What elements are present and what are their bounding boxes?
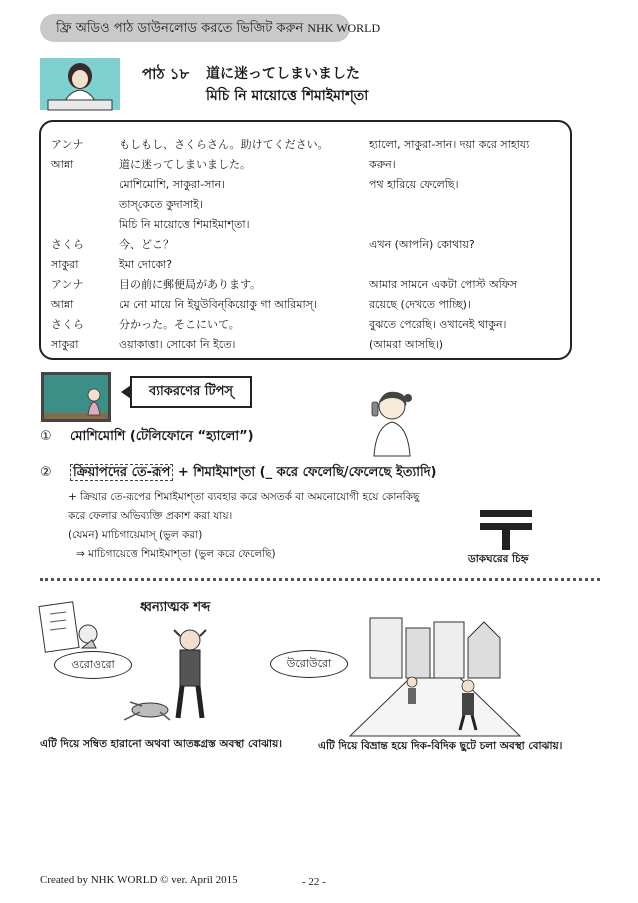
dialog-translation: রয়েছে (দেখতে পাচ্ছি)। (369, 298, 471, 311)
tip-text: + শিমাইমাশ্‌তা (_ করে ফেলেছি/ফেলেছে ইত্যাদি) (173, 465, 437, 480)
dialog-row (41, 156, 570, 174)
dialog-row (41, 296, 570, 314)
dialog-speaker: アンナ (51, 278, 84, 291)
tip-number: ② (40, 465, 52, 480)
te-form-highlight: ক্রিয়াপদের তে-রূপ (70, 464, 173, 481)
student-illustration (40, 58, 120, 110)
dialog-line: 目の前に郵便局があります。 (119, 278, 262, 291)
dialog-translation: বুঝতে পেরেছি। ওখানেই থাকুন। (369, 318, 507, 331)
dialog-box (39, 120, 572, 360)
grammar-tip-1 (40, 427, 254, 448)
dialog-speaker: আন্না (51, 158, 74, 171)
explanation-line: + ক্রিয়ার তে-রূপের শিমাইমাশ্‌তা ব্যবহার করে অসতর্ক বা অমনোযোগী হয়ে কোনকিছু (68, 491, 420, 503)
dialog-row (41, 236, 570, 254)
dialog-translation: আমার সামনে একটা পোস্ট অফিস (369, 278, 518, 291)
onomatopoeia-caption-2: এটি দিয়ে বিভ্রান্ত হয়ে দিক-বিদিক ছুটে চলা অবস্থা বোঝায়। (318, 740, 563, 752)
onomatopoeia-heading: ধ্বন্যাত্মক শব্দ (140, 600, 211, 615)
dialog-line: 道に迷ってしまいました。 (119, 158, 251, 171)
onomatopoeia-bubble-1: ওরোওরো (54, 651, 132, 679)
dialog-translation: করুন। (369, 158, 396, 171)
section-divider (40, 578, 600, 586)
footer-credit: Created by NHK WORLD © ver. April 2015 (40, 874, 238, 886)
dialog-translation: হ্যালো, সাকুরা-সান। দয়া করে সাহায্য (369, 138, 530, 151)
phone-girl-illustration (362, 388, 420, 456)
dialog-speaker: さくら (51, 318, 84, 331)
dialog-row (41, 256, 570, 274)
dialog-line: ওয়াকাত্তা। সোকো নি ইতে। (119, 338, 236, 351)
dialog-line: ইমা দোকো? (119, 258, 173, 271)
dialog-line: মোশিমোশি, সাকুরা-সান। (119, 178, 226, 191)
audio-download-banner[interactable] (40, 14, 381, 42)
dialog-translation: (আমরা আসছি।) (369, 338, 444, 351)
dialog-speaker: さくら (51, 238, 84, 251)
grammar-tips-label: ব্যাকরণের টিপস্‌ (130, 376, 252, 408)
dialog-translation: পথ হারিয়ে ফেলেছি। (369, 178, 459, 191)
dialog-row (41, 176, 570, 194)
onomatopoeia-caption-1: এটি দিয়ে সম্বিত হারানো অথবা আতঙ্কগ্রস্ত অবস্থা বোঝায়। (40, 738, 283, 750)
dialog-translation: এখন (আপনি) কোথায়? (369, 238, 475, 251)
dialog-row (41, 316, 570, 334)
dialog-speaker: アンナ (51, 138, 84, 151)
explanation-line: করে ফেলার অভিব্যক্তি প্রকাশ করা যায়। (68, 510, 233, 522)
dialog-line: মে নো মায়ে নি ইয়ুউবিন্‌কিয়োকু গা আরিমাস্‌। (119, 298, 317, 311)
dialog-line: তাস্‌কেতে কুদাসাই। (119, 198, 203, 211)
dialog-row (41, 336, 570, 354)
lesson-number: পাঠ ১৮ (142, 65, 190, 83)
banner-text: ফ্রি অডিও পাঠ ডাউনলোড করতে ভিজিট করুন (56, 21, 308, 36)
page-number: - 22 - (302, 876, 326, 888)
dialog-row (41, 136, 570, 154)
panicked-man-illustration (110, 612, 240, 734)
dialog-row (41, 196, 570, 214)
postal-mark-caption: ডাকঘরের চিহ্ন (468, 553, 529, 565)
dialog-row (41, 276, 570, 294)
lesson-title-japanese: 道に迷ってしまいました (206, 66, 360, 82)
explanation-line: ⇒ মাচিগায়েত্তে শিমাইমাশ্‌তা (ভুল করে ফেলেছি) (76, 548, 276, 560)
lesson-title-romanized: মিচি নি মায়োত্তে শিমাইমাশ্‌তা (206, 88, 369, 104)
grammar-tip-2 (40, 463, 437, 484)
dialog-line: 今、どこ？ (119, 238, 174, 251)
onomatopoeia-bubble-2: উরোউরো (270, 650, 348, 678)
dialog-row (41, 216, 570, 234)
dialog-speaker: সাকুরা (51, 258, 79, 271)
explanation-line: (যেমন) মাচিগায়েমাস্‌ (ভুল করা) (68, 529, 203, 541)
dialog-line: もしもし、さくらさん。助けてください。 (119, 138, 329, 151)
banner-brand: NHK WORLD (307, 21, 381, 35)
dialog-line: মিচি নি মায়োত্তে শিমাইমাশ্‌তা। (119, 218, 250, 231)
dialog-speaker: আন্না (51, 298, 74, 311)
tip-text: মোশিমোশি (টেলিফোনে “হ্যালো”) (70, 429, 254, 444)
tip-number: ① (40, 429, 52, 444)
postal-mark-icon (480, 510, 532, 550)
dialog-line: 分かった。そこにいて。 (119, 318, 240, 331)
dialog-speaker: সাকুরা (51, 338, 79, 351)
teacher-blackboard-illustration (41, 372, 111, 422)
lost-in-town-illustration (350, 608, 520, 736)
notebook-illustration (38, 600, 104, 658)
